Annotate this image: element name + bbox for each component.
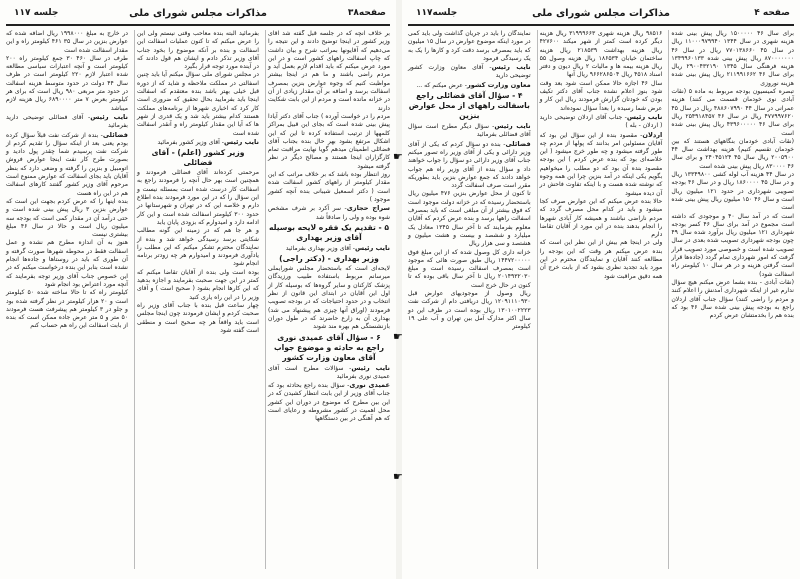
speaker-text: - سؤال بنده راجع بحادثه بود که جناب آقای وزیر از این بابت انتظار کشیدن که در این بین مطرح که موضوع در دوران این کشور محل اهمیت در کشور مشروطه و رعایای است که هم آهنگی در بین دستگاهها <box>268 382 390 423</box>
body-paragraph: سال ۴۶ اجازه حالا ممکن است شود بعد وقت شود بنوز اعلام نشده جناب آقای دکتر تکیف بودن که خودتان گزارش فرمودند ریال این کار و عرض شما رسیده را بعداً سؤال نموده‌اند <box>539 79 663 112</box>
section-heading: وزیر بهداری - (دکتر راجی) <box>279 254 379 264</box>
speaker-text: - سر آکرد بر شرف مشخص شوه بوده و ولی را صادقاً شد <box>268 205 390 221</box>
body-paragraph: نمایندگان را باید در جریان گذاشت ولی باید کمی در مورد اینکه موضوع عوارض در سال ۱۵ میلیون که باید بمصرف برسد دقت کرد و کارها را یک به یک رسیدگی فرمود <box>407 30 531 62</box>
speaker-text: - آقای فضائلی توضیحی دارید بفرمائید <box>6 113 128 130</box>
speaker-paragraph <box>268 204 390 222</box>
speaker-name: نایب رئیس <box>494 122 531 131</box>
speaker-paragraph <box>268 364 390 382</box>
speaker-text: - آقای وزیر کشور بفرمائید <box>157 138 224 146</box>
speaker-paragraph <box>268 381 390 423</box>
left-page-columns <box>4 30 392 569</box>
column <box>406 30 533 569</box>
column <box>537 30 665 569</box>
speaker-name: معاون وزارت کشور <box>467 80 531 89</box>
body-paragraph: طرف در سال ۴۶۰ ۳۰ جمع کیلومتر راه ۲۰۰ کیلومتر است و آنچه اعتبارات سیاسی مطالعه شده اعتبار لازم ۲۲۰ کیلومتر است در ظرف سال ۴۴ دولت در حدود متوسط هزینه اسفالت در حدود متر مربعی ۹۸۰ ریال است که برای هر کیلومتر بعرض ۷ متر ۶۸۹۰۰۰۰ ریال هزینه لازم میباشد <box>6 54 129 112</box>
body-paragraph: مرحمتی کرده‌اند آقای فضائلی فرمودند و همچنین است بهر حال آنچه را فرمودند راجع به اسفالت کار درست شده است بمسئله نیست و این سؤال را که در این مورد فرمودند بنده اطلاع دارم و خلاصه این که در تهران و شهرستانها در حدود ۳۰۰ کیلومتر اسفالت شده است و این کار ادامه دارد و امیدوارم که بزودی پایان یابد <box>137 169 259 226</box>
page-title: مذاکرات مجلس شورای ملی <box>532 8 670 19</box>
right-page <box>402 0 800 579</box>
section-heading: ۴ - سؤال آقای فضائلی راجع باسفالت راههای از محل عوارض بنزین <box>408 91 530 121</box>
speaker-text: - آقای وزیر بهداری بفرمائید <box>285 244 355 252</box>
body-paragraph: چهار ساعت قبل بنده با جناب آقای وزیر راه صحبت کردم و ایشان فرمودند چون اینجا مجلس است باید واقعاً هر چه صحیح است و منطقی است گفته شود <box>137 301 259 334</box>
column <box>4 30 130 569</box>
speaker-name: نایب رئیس <box>355 243 390 252</box>
speaker-paragraph <box>408 81 531 90</box>
body-paragraph: کیلومتر راه که تا حالا ساخته شده ۵۰ کیلومتر است و ۲۰ هزار کیلومتر در نظر گرفته شده بود و جلو در ۳ کیلومتر هم پیشرفت هست فرمودند ۵۰ متر و ۵ متر عرض جاده ممکن است که بنده از بابت اسفالت این راه هم حساب کنم <box>6 289 129 330</box>
body-paragraph: بنده اینها را که عرض کردم بجهت این است که عوارض بنزین ۳ ریال پیش بینی شده است و حتی درآمد آن در مقدار کمی است که بودجه سه میلیون ریال است و حالا در سال ۴۶ مبلغ بیشتری نیست <box>6 197 128 239</box>
speaker-paragraph <box>540 131 663 198</box>
speaker-text: - بنده از شرکت نفت قبلاً سؤال کرده بودم یعنی بعد از اینکه سؤال را تقدیم کردم از شرکت نفت پرسیدم شما چقدر پول دادید و بصورت طرح کار نفت اینجا عوارض فروش اتومبیل و بنزین را گرفته و وضعی دارد که بنظر آقایان باید بجای اسفالت که عوارض ممنوع است مرحوم آقای وزیر کشور گفتند کارهای اسفالت هم در این راه هست <box>6 131 128 197</box>
speaker-name: فضائلی <box>102 130 128 139</box>
left-page <box>0 0 396 579</box>
speaker-text: - سؤالات مطرح است آقای عمیدی نوری بفرمائید <box>268 364 390 380</box>
right-page-header <box>408 8 794 22</box>
speaker-name: فضائلی <box>505 139 531 148</box>
speaker-text: - جناب آقای اردلان توضیحی دارید ( اردلان - بله ) <box>539 113 663 130</box>
session-number: جلسه۱۱۷ <box>416 8 458 18</box>
column <box>134 30 261 569</box>
speaker-name: نایب رئیس <box>90 112 128 121</box>
section-heading: وزیر کشور (اعلم) - آقای فضائلی <box>151 148 245 168</box>
speaker-name: اردلان <box>642 130 663 139</box>
body-paragraph: است که در آمد سال ۴۰ و موجودی که داشته است مجموع در آمد برای سال ۴۶ کسر بودجه شهرداری ۱۲۱ میلیون ریال برآورد شده سال ۴۹ چون بودجه شهرداری تصویب شده بعدی در سال تصویب شده است و خصوصی مورد تصویب قرار گرفت که امور شهرداری تمام گردد (جاده‌ها قرار است گرفتن هزینه و در هر سال ۱۰ کیلومتر راه اسفالت شود) <box>671 212 794 278</box>
header-rule <box>408 24 794 26</box>
body-paragraph: در سال ۴۴ هزینه آب لوله کشی ۱۳۳۴۹۸۰۰ ریال و در سال ۴۵ ۱۸۶۰۰۰۰ ریال و در سال ۴۶ بودجه تصویبی شهرداری در حدود ۱۲۱ میلیون ریال است و سال ۴۶ ۱۵۰ میلیون ریال پیش بینی شده است <box>671 171 795 212</box>
pointing-hand-icon: ☛ <box>393 150 403 163</box>
header-rule <box>6 24 390 26</box>
body-paragraph: تبصره کمیسیون بودجه مربوط به ماده ۵ (نقات آبادی نوی خودمان قسمت می کنند) هزینه عمرانی در سال ۴۴ ۴۸۸۶۰۷۹۹۰ ریال در سال ۴۵ ۴۷۷۹۹۷۶۲۰ ریال در سال ۴۶ ۲۵۴۹۱۸۴۵۷ ریال برای سال ۴۶ ۴۳۹۶۰۰۰۰۰ ریال پیش بینی شده است <box>671 88 794 137</box>
pointing-hand-icon: ☛ <box>393 330 403 343</box>
speaker-paragraph <box>137 138 259 147</box>
body-paragraph: بوده است ولی بنده از آقایان تقاضا میکنم که کمتر در این جهت صحبت بفرمایند و اجازه بدهید که این کارها انجام بشود ( صحیح است ) و آقای وزیر را در این راه یاری کنید <box>137 268 259 301</box>
page-title: مذاکرات مجلس شورای ملی <box>129 8 267 19</box>
speaker-name: نایب رئیس <box>491 63 531 72</box>
speaker-name: نایب رئیس <box>626 112 663 121</box>
speaker-paragraph <box>540 113 663 131</box>
speaker-name: سراج حجازی <box>346 204 390 213</box>
body-paragraph: در خارج به مبلغ ۱۹۹۸۰۰۰ ریال اضافه شده که عوارض بنزین در سال ۳۵ ۴۶۱ کیلومتر راه و این مقدار اسفالت شده است <box>6 30 128 54</box>
speaker-paragraph <box>408 122 531 140</box>
speaker-text: - آقای معاون وزارت کشور توضیحی دارید <box>407 64 531 80</box>
body-paragraph: روز انتظار بوده باشد که بر خلاف مراتب که این مقدار کیلومتر از راههای کشور اسفالت شده است ( دکتر اسمعیل شیبانی بنده آنچه کشور موجود ) <box>268 171 390 203</box>
page-number: صفحه۳۸ <box>347 8 386 18</box>
body-paragraph: خزانه داری کل وصول شده که از این مبلغ فوق ۱۴۴۷۲۰۰۰۰۰ ریال طبق صورت هائی که موجود است بمصرف اسفالت رسیده است و مبلغ ۲۰۱۴۹۳۲۰۳۰ ریال تا آخر سال باقی بوده که تا کنون در حال خرج است <box>407 248 531 289</box>
body-paragraph: حالا بنده عرض میکنم که این عوارض صرف کجا میشود و باید در کدام محل مصرف گردد که مردم ناراضی نباشند و همیشه کار آبادی شهرها را انجام بدهند بنده در این مورد از آقایان تقاضا دارم <box>539 197 663 239</box>
speaker-text: - مقصود بنده از این سؤال این بود که آقایان مسئولین امر بدانند که پولها از مردم چه طور گرفته میشود و چه طور خرج میشود ( این خلاصه‌ای بود که بنده عرض کردم ) این بودجه مقصود بنده آن بود که دو مطلب را میخواهیم بگویم یکی اینکه در آمد بنزین چرا این همه وجوه که نوشته شده هست و با اینکه تفاوت فاحش در آن دیده میشود <box>539 131 663 197</box>
speaker-text: - سؤال دیگر مطرح است سؤال آقای فضائلی بفرمائید <box>407 123 531 139</box>
body-paragraph: ولی در اینجا هم بیش از این نظر این است که بنده عرض میکنم هر وقت که این بودجه را مطالعه کنند آقایان و نمایندگان محترم در این مورد باید تجدید نظری بشود که از بابت خرج آن همه دقیق مراقبت شود <box>539 239 663 280</box>
body-paragraph: تا کنون از محل عوارض بنزین ۴۷۶ میلیون ریال باستحضار رسیده که در خزانه دولت موجود است که فوق بیشتر از آن مبلغی است که باید بمصرف اسفالت راهها برسد و بنده عرض کردم که آقایان معلوم بفرمایند که تا آخر سال ۱۳۴۵ معادل یک میلیارد و ششصد و بیست و هشت میلیون و هشتصد و سی هزار ریال <box>407 190 531 248</box>
body-paragraph: برای سال ۴۶ ۱۵۰۰۰۰۰ ریال پیش بینی شده هزینه شهری در سال ۱۳۴۴ ۱۱۰۰۰۹۷۹۹۴۰ ریال در سال ۴۵ ۷۷۰۱۳۸۶۶۰ ریال در سال ۴۶ ۸۷۰۰۰۰۰۰۰ ریال پیش بینی شده ۱۳۴۹۹۶۰۱۳۳ هزینه فرهنگی سال ۱۳۴۵ ۲۹۰۰۴۳۲۱۹۰ ریال برای سال ۴۶ ۲۱۱۹۹۱۶۶۲ ریال پیش بینی شده هزینه نوروزی <box>671 30 795 87</box>
body-paragraph: بفرمائید البته بنده معاحب وقتی نیستم ولی این را عرض میکنم که تا کنون عملیات اسفالت این اسفالت و بنده بر آنکه موضوع را بخود جناب آقای وزیر تذکر دادم و ایشان هم قول دادند که در آینده مورد توجه قرار بگیرد <box>137 30 259 71</box>
left-page-header <box>6 8 390 22</box>
column <box>265 30 392 569</box>
speaker-name: نایب رئیس <box>351 363 390 372</box>
section-heading: ۶ - سؤال آقای عمیدی نوری راجع به حادثه و موضوع جواب آقای معاون وزارت کشور <box>274 332 384 362</box>
body-paragraph: در مجلس شورای ملی سؤال میکنم آیا باید چنین اسفالتی در مملکت ملاحظه و شاید که از دوره قبل خیلی بهتر باشد بنده معتقدم که اسفالت اینجا باید بفرمایید بحال تحقیق که ضروری است کار کرد که اخباری شهرها از برنامه‌های مملکت هستند کدام بیشتر باید شد و یک قدری از شهر ها که آیا این مقدار کیلومتر راه و آنقدر اسفالت شده است <box>137 71 259 137</box>
body-paragraph: هنوز به آن اندازه مطرح هم نشده و عمل اسفالت فقط در محوطه شهرها صورت گرفته و آن طوری که باید در روستاها و جاده‌ها انجام نشده است بنابر این بنده درخواست میکنم که در این خصوص جناب آقای وزیر توجه بفرمایند که آنچه مورد اعتراض بود انجام شود <box>6 239 128 288</box>
speaker-paragraph <box>408 140 531 191</box>
speaker-paragraph <box>6 113 128 131</box>
speaker-name: عمیدی نوری <box>349 381 390 390</box>
body-paragraph: ۹۸۵۱۶ ریال هزینه شهری ۳۱۹۹۹۶۶۳ ریال هزینه دیگر کرده است کمتر از شهر میکند ۴۲۷۶۰۰ ریال هزینه بهداشت ۲۱۸۵۳۹ ریال هزینه ساختمان خیابان ۱۸۶۵۳۴ ریال هزینه وصول ۵۵ ریال هزینه بیمه ها و مالیات ۲ ریال دیون و دفتر اسناد ۴۵۱۸ ریال ۹۶۶۲۸۶۵۰۴ ریال آنها <box>539 30 663 79</box>
body-paragraph: (نقات آبادی خودمان بنگاههای هستند که بین خودمان تقسیم کنیم) هزینه بهداشت سال ۴۴ ۲۰۰۵۹۰۰ ریال سال ۴۵ ۲۴۰۴۵۱۲۴ و برای سال ۴۶ ۸۳۰۰۰۰ ریال پیش بینی شده است <box>671 137 795 170</box>
pointing-hand-icon: ☛ <box>393 470 403 483</box>
right-page-columns <box>406 30 796 569</box>
body-paragraph: مردم را در خواست آورده ) جناب آقای دکتر آیادا پیش بینی شده است که بجای این قبیل بمراکز کلمهها از ترتیب استفاده کرده تا این که این اشکال مرتفع بشود بهر حال بنده بجناب آقای فضائلی اطمینان میدهم گویا نهایت مراقبت تمام کارگزاران اینجا هستند و مصالح دیگر در نظر گرفته میشود <box>268 112 390 170</box>
column <box>668 30 796 569</box>
speaker-text: - عرض میکنم که ... <box>416 81 467 89</box>
page-number: صفحه ۴ <box>754 8 790 18</box>
speaker-paragraph <box>408 63 531 81</box>
body-paragraph: لایحه‌ای است که باستحضار مجلس شورایملی میرسانم مربوط باستفاده طبیب ورزیدگان پزشک کارکنان و سایر گروه‌ها که بوسیله کار از اول این آقایان در ابتدای این قانون از نظر انتخاب و در حدود احتیاجات که در بودجه تصویب فرمودند (اوراق آنها چیزی هم پیشنهاد می شد) بهداری آن به زارع حاضرند که در طول دوران بازنشستگی هم بهره مند شوند <box>268 265 390 331</box>
speaker-text: - بنده دو سؤال کردم که یکی از آقای وزیر دارائی و یکی از آقای وزیر راه تصور میکنم جناب آقای وزیر دارائی دو سؤال را جواب خواهند داد و سؤال بنده از آقای وزیر راه هم جواب خواهد دادند که جمع عوارض بنزین باید بطوریکه مقرر است صرف اسفالت گردد <box>407 140 531 190</box>
speaker-name: نایب رئیس <box>224 137 259 146</box>
speaker-paragraph <box>268 244 390 253</box>
speaker-paragraph <box>6 131 128 198</box>
body-paragraph: بر خلاف آنچه که در جلسه قبل گفته شد آقای وزیر کشور در اینجا توضیح دادند و این نتیجه را می‌دهیم که آقایونها بمراتب شرح و بیان داشت که چاپ اسفالت راههای کشور است و در این مورد عرض میکنم که باید اقدام لازم بعمل آید و مردم راضی باشند و ما هم در اینجا بیشتر مواظبت کنیم که وجوه عوارض بنزین بمصرف اسفالت برسد و اضافه بر آن مقدار زیادی از آن در خزانه مانده است و مردم از این بابت شکایت دارند <box>268 30 390 112</box>
body-paragraph: ریال وصول از موجودیهای عوارض قبل ۱۲۰۹۱۱۱۰۹۳۰ ریال دریافتی دام از شرکت نفت ۱۳۰۱۰۰۲۲۲۳ ریال بوده است در ظرف این دو سال اکثر مدارک آمل بین تهران و آب علی ۱۹ کیلومتر <box>407 290 531 331</box>
body-paragraph: و هر جا هم که در زمینه این گونه مطالب شکایتی برسد رسیدگی خواهد شد و بنده از نمایندگان محترم تشکر میکنم که این مطلب را یادآوری فرمودند و امیدوارم هر چه زودتر برنامه انجام شود <box>137 227 259 268</box>
session-number: جلسه ۱۱۷ <box>14 8 59 18</box>
section-heading: ۵ - تقدیم یک فقره لایحه بوسیله آقای وزیر بهداری <box>269 222 389 242</box>
body-paragraph: (نقات آبادی - بنده بشما عرض میکنم هیچ سؤال ندارم غیر از اینکه شهرداری آمدنش را اعلام کنند و مردم را راضی کنند) سؤال جناب آقای اردلان راجع به بودجه پیش بینی شده سال ۴۶ بود که بنده هم را بخدمتشان عرض کردم <box>671 278 794 320</box>
